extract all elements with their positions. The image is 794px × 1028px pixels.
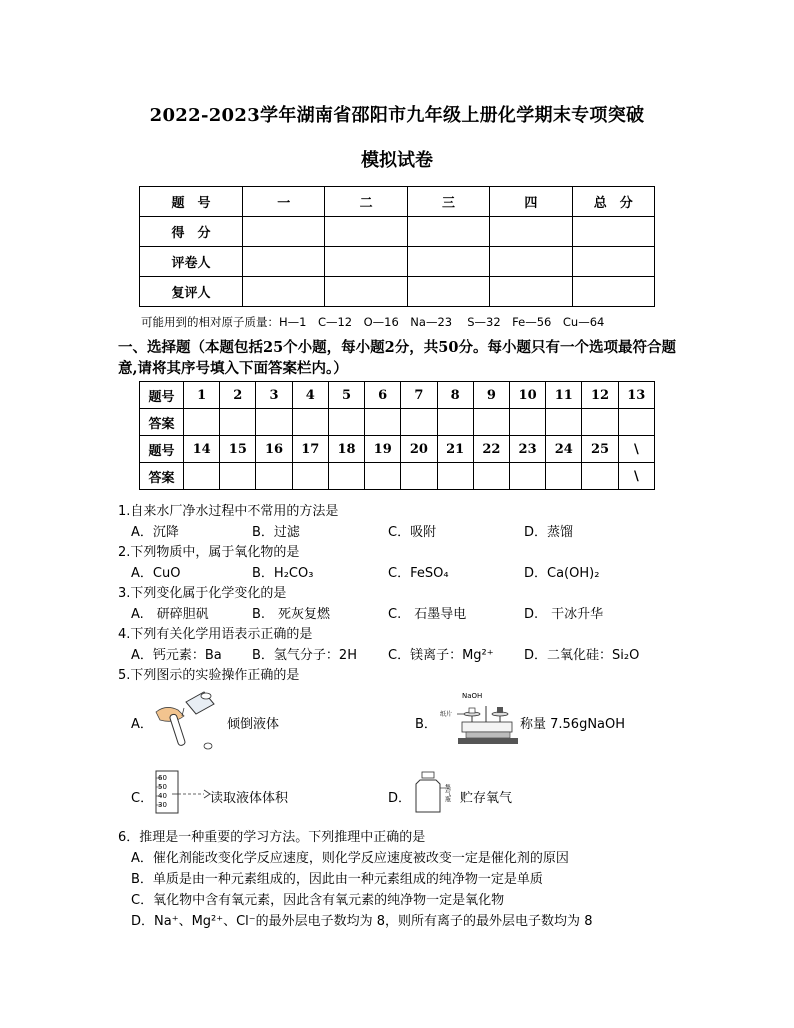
score-cell[interactable]: [572, 277, 654, 307]
answer-cell[interactable]: [292, 463, 328, 490]
bottle-label: 集气瓶: [443, 784, 451, 802]
question-option: D．蒸馏: [524, 525, 574, 540]
answer-cell[interactable]: [401, 463, 437, 490]
score-header-cell: 三: [407, 187, 489, 217]
question-option: B．单质是由一种元素组成的，因此由一种元素组成的纯净物一定是单质: [131, 872, 543, 887]
score-row-label: 得 分: [140, 217, 243, 247]
score-header-row: [140, 187, 655, 217]
question-option: B．H₂CO₃: [252, 566, 314, 581]
question-number-cell: 4: [292, 382, 328, 409]
answer-cell[interactable]: [437, 409, 473, 436]
question-number-cell: 21: [437, 436, 473, 463]
page-title: 2022-2023学年湖南省邵阳市九年级上册化学期末专项突破: [149, 105, 645, 126]
paper-label: 纸片: [440, 711, 453, 718]
question-option: B．氢气分子：2H: [252, 648, 357, 663]
score-cell[interactable]: [243, 277, 325, 307]
naoh-label: NaOH: [462, 692, 483, 700]
answer-cell[interactable]: [256, 463, 292, 490]
question-number-cell: 19: [365, 436, 401, 463]
question-number-cell: 1: [184, 382, 220, 409]
option-c-text: 读取液体体积: [210, 791, 289, 806]
question-stem: 3.下列变化属于化学变化的是: [118, 586, 287, 601]
score-cell[interactable]: [490, 217, 572, 247]
answer-number-row: [140, 382, 655, 409]
answer-cell[interactable]: [546, 409, 582, 436]
question-option: A．CuO: [131, 566, 181, 581]
question-number-cell: 13: [618, 382, 654, 409]
score-header-cell: 一: [243, 187, 325, 217]
answer-number-row: [140, 436, 655, 463]
question-number-cell: 18: [328, 436, 364, 463]
cylinder-tick-label: 50: [158, 783, 167, 791]
option-d-letter: D．: [388, 791, 412, 806]
graduated-cylinder-figure: [152, 770, 212, 814]
score-cell[interactable]: [243, 217, 325, 247]
question-option: B. 死灰复燃: [252, 607, 331, 622]
question-number-cell: \: [618, 436, 654, 463]
score-row: [140, 217, 655, 247]
question-option: D．二氧化硅：Si₂O: [524, 648, 640, 663]
question-number-cell: 16: [256, 436, 292, 463]
question-stem: 4.下列有关化学用语表示正确的是: [118, 627, 313, 642]
answer-cell[interactable]: [509, 463, 545, 490]
question-number-cell: 2: [220, 382, 256, 409]
question-stem: 1.自来水厂净水过程中不常用的方法是: [118, 504, 339, 519]
question-number-cell: 17: [292, 436, 328, 463]
option-c-letter: C．: [131, 791, 154, 806]
option-b-text: 称量 7.56gNaOH: [520, 717, 626, 732]
answer-row: [140, 463, 655, 490]
question-option: C．吸附: [388, 525, 437, 540]
answer-blank-mark: \: [618, 463, 654, 490]
question-option: D. 干冰升华: [524, 607, 604, 622]
score-row: [140, 247, 655, 277]
answer-row-label: 题号: [140, 436, 184, 463]
question-number-cell: 3: [256, 382, 292, 409]
option-b-letter: B．: [415, 717, 437, 732]
question-number-cell: 24: [546, 436, 582, 463]
question-number-cell: 10: [509, 382, 545, 409]
answer-table: [139, 381, 655, 490]
score-cell[interactable]: [407, 277, 489, 307]
question-number-cell: 20: [401, 436, 437, 463]
cylinder-tick-label: 60: [158, 774, 167, 782]
answer-row-label: 题号: [140, 382, 184, 409]
question-number-cell: 9: [473, 382, 509, 409]
answer-cell[interactable]: [437, 463, 473, 490]
answer-cell[interactable]: [220, 409, 256, 436]
question-number-cell: 12: [582, 382, 618, 409]
score-cell[interactable]: [325, 277, 407, 307]
question-number-cell: 15: [220, 436, 256, 463]
answer-cell[interactable]: [184, 463, 220, 490]
score-cell[interactable]: [243, 247, 325, 277]
score-cell[interactable]: [325, 247, 407, 277]
answer-row-label: 答案: [140, 409, 184, 436]
question-option: B．过滤: [252, 525, 300, 540]
answer-row: [140, 409, 655, 436]
question-stem: 6．推理是一种重要的学习方法。下列推理中正确的是: [118, 830, 426, 845]
answer-cell[interactable]: [473, 463, 509, 490]
score-cell[interactable]: [490, 247, 572, 277]
question-option: D．Ca(OH)₂: [524, 566, 600, 581]
answer-cell[interactable]: [256, 409, 292, 436]
answer-cell[interactable]: [582, 463, 618, 490]
score-row-label: 评卷人: [140, 247, 243, 277]
answer-cell[interactable]: [365, 463, 401, 490]
score-header-cell: 二: [325, 187, 407, 217]
answer-row-label: 答案: [140, 463, 184, 490]
score-header-cell: 总 分: [572, 187, 654, 217]
page-subtitle: 模拟试卷: [361, 150, 433, 171]
question-option: A．催化剂能改变化学反应速度，则化学反应速度被改变一定是催化剂的原因: [131, 851, 569, 866]
question-number-cell: 22: [473, 436, 509, 463]
answer-cell[interactable]: [546, 463, 582, 490]
question-option: A．沉降: [131, 525, 179, 540]
pour-liquid-figure: [152, 686, 222, 752]
question-number-cell: 7: [401, 382, 437, 409]
answer-cell[interactable]: [328, 463, 364, 490]
score-row-label: 复评人: [140, 277, 243, 307]
answer-cell[interactable]: [292, 409, 328, 436]
gas-bottle-figure: [410, 770, 460, 816]
answer-cell[interactable]: [328, 409, 364, 436]
question-option: A．钙元素：Ba: [131, 648, 222, 663]
cylinder-tick-label: 30: [158, 801, 167, 809]
score-cell[interactable]: [490, 277, 572, 307]
score-header-cell: 四: [490, 187, 572, 217]
score-header-cell: 题 号: [140, 187, 243, 217]
question-option: C．FeSO₄: [388, 566, 449, 581]
score-row: [140, 277, 655, 307]
answer-cell[interactable]: [184, 409, 220, 436]
atomic-masses-note: 可能用到的相对原子质量：H—1 C—12 O—16 Na—23 S—32 Fe—56 Cu—64: [141, 315, 605, 329]
question-number-cell: 14: [184, 436, 220, 463]
balance-figure: [440, 688, 520, 750]
section-one-heading: 一、选择题（本题包括25个小题，每小题2分，共50分。每小题只有一个选项最符合题意,请将其序号填入下面答案栏内。）: [118, 339, 676, 377]
question-option: A. 研碎胆矾: [131, 607, 209, 622]
question-number-cell: 5: [328, 382, 364, 409]
score-cell[interactable]: [407, 247, 489, 277]
question-option: D．Na⁺、Mg²⁺、Cl⁻的最外层电子数均为 8，则所有离子的最外层电子数均为 8: [131, 914, 593, 929]
question-stem: 2.下列物质中，属于氧化物的是: [118, 545, 300, 560]
score-cell[interactable]: [572, 247, 654, 277]
answer-cell[interactable]: [365, 409, 401, 436]
answer-cell[interactable]: [401, 409, 437, 436]
option-a-letter: A．: [131, 717, 153, 732]
score-cell[interactable]: [572, 217, 654, 247]
question-number-cell: 11: [546, 382, 582, 409]
answer-cell[interactable]: [618, 409, 654, 436]
answer-cell[interactable]: [220, 463, 256, 490]
score-table: [139, 186, 655, 307]
question-option: C．氧化物中含有氧元素，因此含有氧元素的纯净物一定是氧化物: [131, 893, 505, 908]
option-a-text: 倾倒液体: [227, 717, 280, 732]
answer-cell[interactable]: [509, 409, 545, 436]
cylinder-tick-label: 40: [158, 792, 167, 800]
question-stem: 5.下列图示的实验操作正确的是: [118, 668, 300, 683]
question-option: C. 石墨导电: [388, 607, 467, 622]
question-number-cell: 8: [437, 382, 473, 409]
question-number-cell: 6: [365, 382, 401, 409]
option-d-text: 贮存氧气: [460, 791, 513, 806]
score-cell[interactable]: [325, 217, 407, 247]
question-number-cell: 25: [582, 436, 618, 463]
question-option: C．镁离子：Mg²⁺: [388, 648, 494, 663]
question-number-cell: 23: [509, 436, 545, 463]
score-cell[interactable]: [407, 217, 489, 247]
answer-cell[interactable]: [473, 409, 509, 436]
answer-cell[interactable]: [582, 409, 618, 436]
